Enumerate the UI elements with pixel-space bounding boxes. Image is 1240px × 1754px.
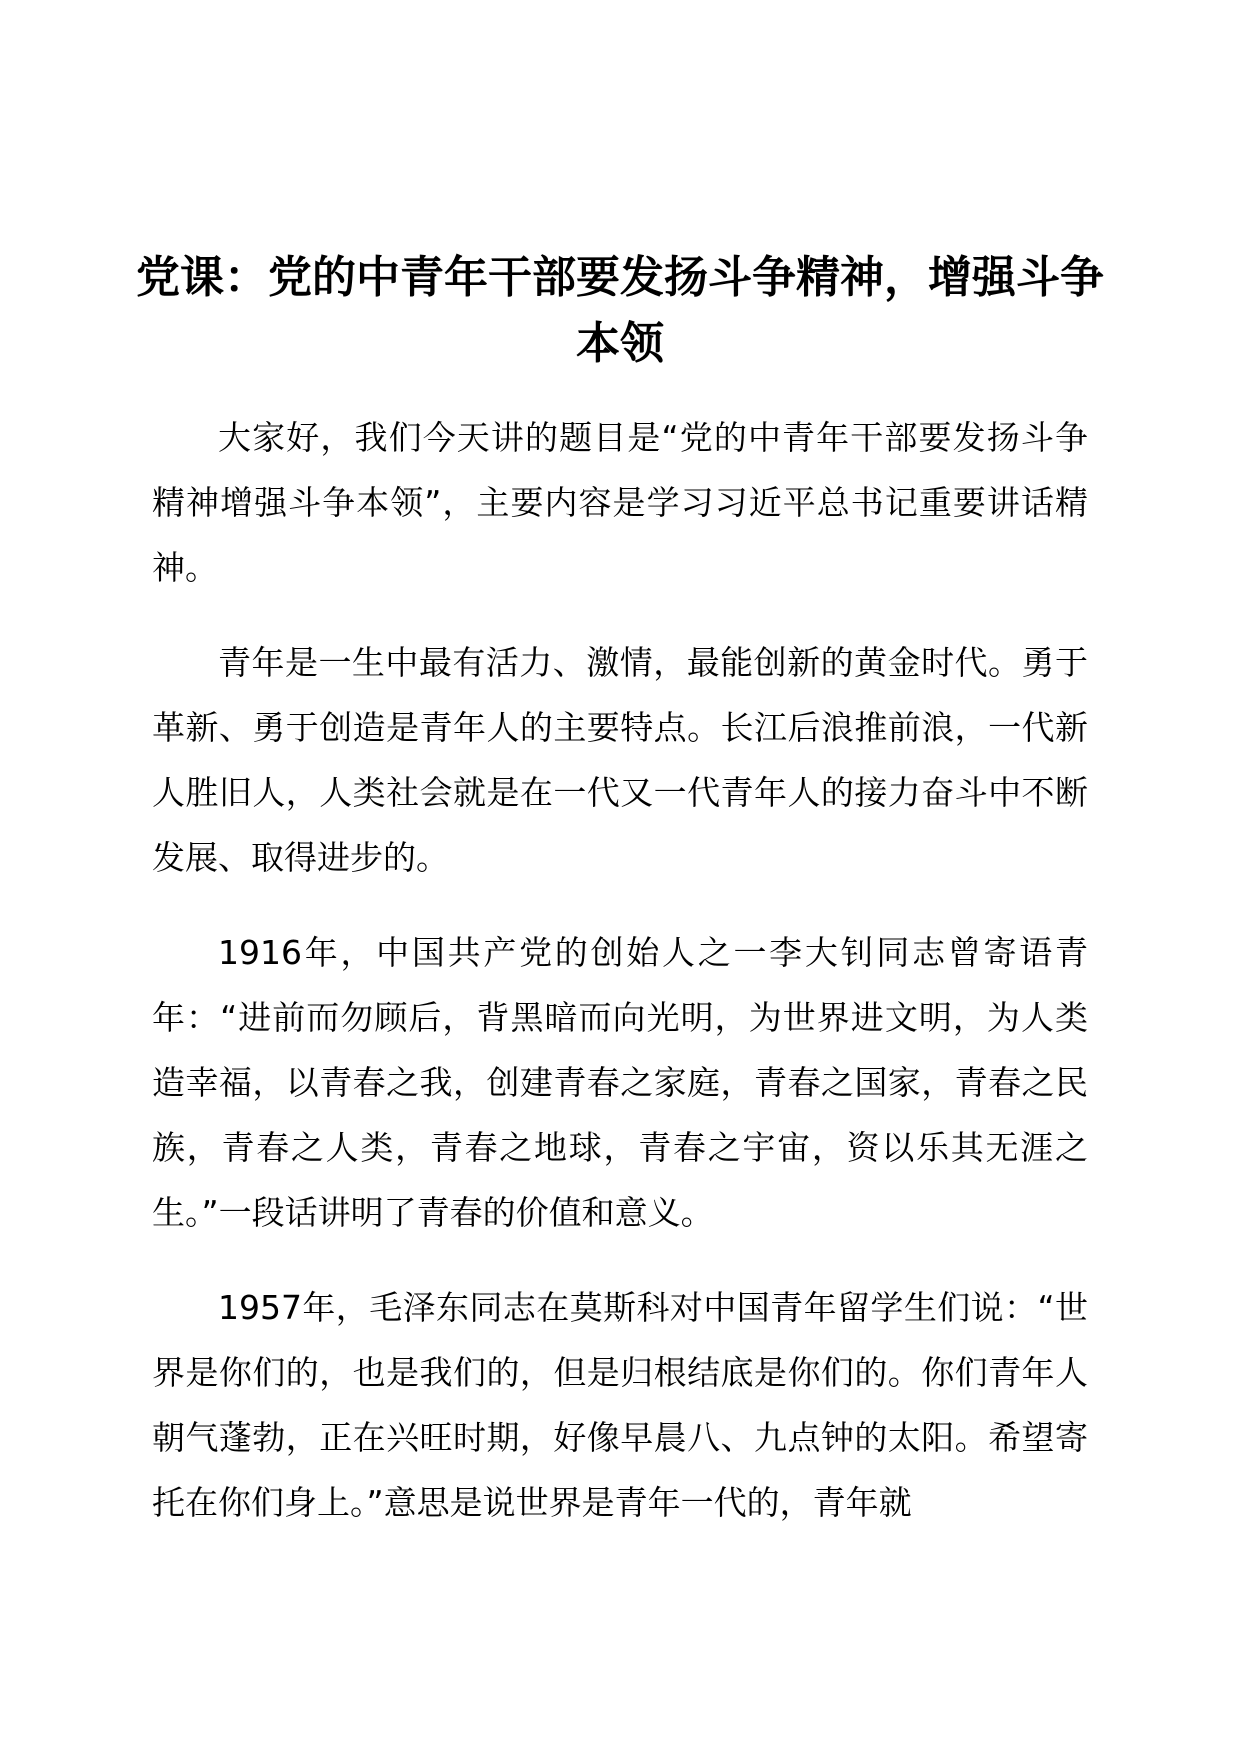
paragraph-4: 1957年，毛泽东同志在莫斯科对中国青年留学生们说：“世界是你们的，也是我们的，但是归根结底是你们的。你们青年人朝气蓬勃，正在兴旺时期，好像早晨八、九点钟的太阳。希望寄托在你们身上。”意思是说世界是青年一代的，青年就 [152,1288,1088,1522]
paragraph-2: 青年是一生中最有活力、激情，最能创新的黄金时代。勇于革新、勇于创造是青年人的主要特点。长江后浪推前浪，一代新人胜旧人，人类社会就是在一代又一代青年人的接力奋斗中不断发展、取得进步的。 [152,643,1088,877]
paragraph-1: 大家好，我们今天讲的题目是“党的中青年干部要发扬斗争精神增强斗争本领”，主要内容是学习习近平总书记重要讲话精神。 [152,418,1088,587]
document-body [152,405,1088,1565]
document-title: 党课：党的中青年干部要发扬斗争精神，增强斗争本领 [136,252,1104,369]
paragraph-3: 1916年，中国共产党的创始人之一李大钊同志曾寄语青年：“进前而勿顾后，背黑暗而向光明，为世界进文明，为人类造幸福，以青春之我，创建青春之家庭，青春之国家，青春之民族，青春之人类，青春之地球，青春之宇宙，资以乐其无涯之生。”一段话讲明了青春的价值和意义。 [152,933,1088,1232]
